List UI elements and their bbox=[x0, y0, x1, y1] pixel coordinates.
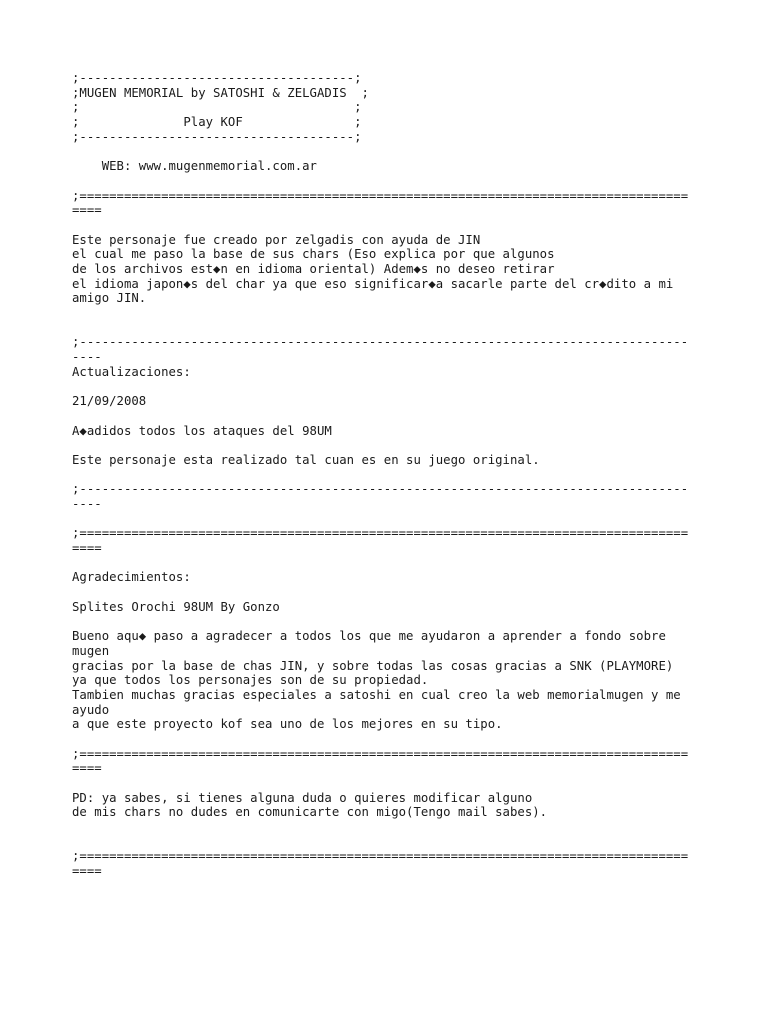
separator-double-tail: ==== bbox=[72, 864, 102, 879]
document-page bbox=[72, 71, 712, 879]
header-title: ;MUGEN MEMORIAL by SATOSHI & ZELGADIS ; bbox=[72, 85, 369, 100]
blank-line bbox=[72, 174, 712, 189]
header-blank: ; ; bbox=[72, 100, 362, 115]
update-item: A◆adidos todos los ataques del 98UM bbox=[72, 423, 332, 438]
update-date: 21/09/2008 bbox=[72, 394, 147, 409]
updates-heading: Actualizaciones: bbox=[72, 364, 191, 379]
separator-single: ;---------------------------------------------------------------------------------- bbox=[72, 482, 689, 497]
blank-line bbox=[72, 585, 712, 600]
blank-line bbox=[72, 776, 712, 791]
thanks-paragraph-line: a que este proyecto kof sea uno de los mejores en su tipo. bbox=[72, 717, 503, 732]
header-subtitle: ; Play KOF ; bbox=[72, 115, 362, 130]
intro-paragraph-line: de los archivos est◆n en idioma oriental) Adem◆s no deseo retirar bbox=[72, 261, 555, 276]
blank-line bbox=[72, 409, 712, 424]
thanks-paragraph-line: Tambien muchas gracias especiales a satoshi en cual creo la web memorialmugen y me bbox=[72, 687, 681, 702]
intro-paragraph-line: el idioma japon◆s del char ya que eso significar◆a sacarle parte del cr◆dito a mi bbox=[72, 276, 674, 291]
separator-double-tail: ==== bbox=[72, 541, 102, 555]
update-note: Este personaje esta realizado tal cuan es en su juego original. bbox=[72, 452, 540, 467]
blank-line bbox=[72, 732, 712, 747]
website-line: WEB: www.mugenmemorial.com.ar bbox=[72, 159, 317, 174]
blank-line bbox=[72, 438, 712, 453]
blank-line bbox=[72, 468, 712, 483]
blank-line bbox=[72, 614, 712, 629]
postscript-line: PD: ya sabes, si tienes alguna duda o quieres modificar alguno bbox=[72, 790, 533, 805]
blank-line bbox=[72, 306, 712, 321]
thanks-paragraph-line: ya que todos los personajes son de su propiedad. bbox=[72, 673, 429, 688]
thanks-paragraph-line: Bueno aqu◆ paso a agradecer a todos los que me ayudaron a aprender a fondo sobre bbox=[72, 629, 666, 644]
blank-line bbox=[72, 144, 712, 159]
separator-double: ;================================================================================== bbox=[72, 746, 689, 761]
header-border-top: ;-------------------------------------; bbox=[72, 71, 362, 85]
blank-line bbox=[72, 218, 712, 233]
sprites-credit: Splites Orochi 98UM By Gonzo bbox=[72, 599, 280, 614]
separator-double-tail: ==== bbox=[72, 761, 102, 776]
blank-line bbox=[72, 512, 712, 527]
separator-double-tail: ==== bbox=[72, 203, 102, 218]
separator-double: ;================================================================================== bbox=[72, 526, 689, 541]
intro-paragraph-line: el cual me paso la base de sus chars (Eso explica por que algunos bbox=[72, 247, 555, 262]
separator-single-tail: ---- bbox=[72, 350, 102, 365]
separator-single: ;---------------------------------------------------------------------------------- bbox=[72, 335, 689, 350]
intro-paragraph-line: amigo JIN. bbox=[72, 291, 147, 306]
separator-double: ;================================================================================== bbox=[72, 188, 689, 203]
separator-single-tail: ---- bbox=[72, 496, 102, 511]
blank-line bbox=[72, 835, 712, 850]
header-border-bottom: ;-------------------------------------; bbox=[72, 129, 362, 144]
thanks-paragraph-line: ayudo bbox=[72, 702, 110, 717]
blank-line bbox=[72, 379, 712, 394]
thanks-paragraph-line: mugen bbox=[72, 643, 110, 658]
thanks-paragraph-line: gracias por la base de chas JIN, y sobre todas las cosas gracias a SNK (PLAYMORE) bbox=[72, 658, 674, 673]
blank-line bbox=[72, 556, 712, 571]
blank-line bbox=[72, 321, 712, 336]
postscript-line: de mis chars no dudes en comunicarte con migo(Tengo mail sabes). bbox=[72, 805, 548, 820]
separator-double: ;================================================================================== bbox=[72, 849, 689, 864]
intro-paragraph-line: Este personaje fue creado por zelgadis con ayuda de JIN bbox=[72, 232, 481, 247]
thanks-heading: Agradecimientos: bbox=[72, 570, 191, 585]
blank-line bbox=[72, 820, 712, 835]
